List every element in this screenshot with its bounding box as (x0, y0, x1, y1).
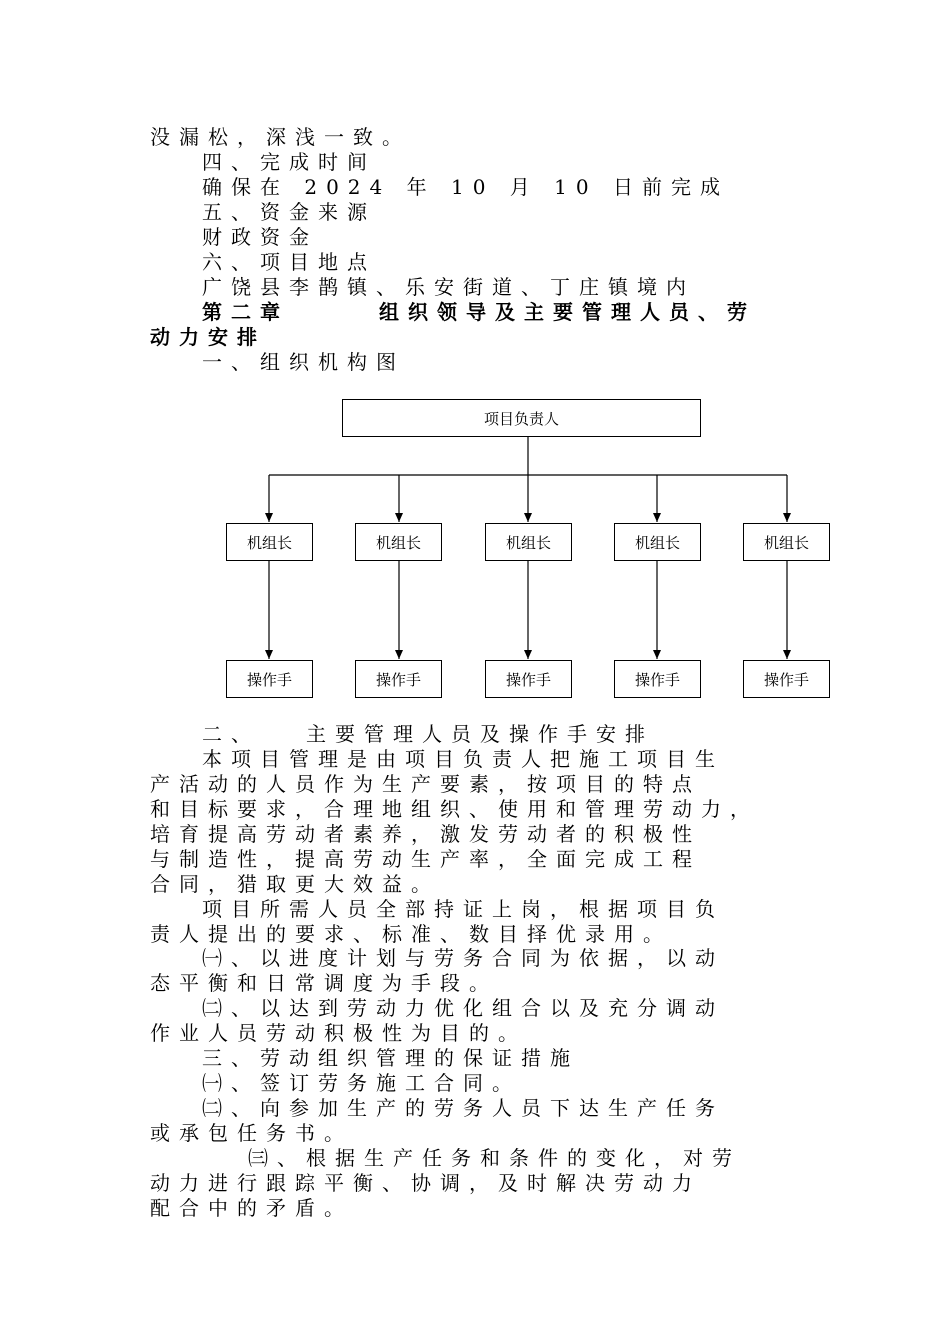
paragraph-line: 产活动的人员作为生产要素，按项目的特点 (150, 772, 701, 796)
operator-box: 操作手 (614, 660, 701, 698)
section-number: 二、 (202, 722, 260, 746)
operator-box: 操作手 (485, 660, 572, 698)
paragraph-line: 责人提出的要求、标准、数目择优录用。 (150, 922, 672, 946)
list-item-continued: 或承包任务书。 (150, 1121, 353, 1145)
operator-box: 操作手 (355, 660, 442, 698)
heading-funding-source: 五、资金来源 (202, 200, 376, 224)
paragraph-line: 合同，猎取更大效益。 (150, 872, 440, 896)
crew-leader-box: 机组长 (485, 523, 572, 561)
chapter-number: 第二章 (202, 300, 289, 324)
list-item: ㈠、签订劳务施工合同。 (202, 1071, 521, 1095)
list-item-continued: 动力进行跟踪平衡、协调，及时解决劳动力 (150, 1171, 701, 1195)
list-item: ㈢、根据生产任务和条件的变化，对劳 (248, 1146, 741, 1170)
chapter-title-continued: 动力安排 (150, 325, 266, 349)
crew-leader-box: 机组长 (743, 523, 830, 561)
crew-leader-box: 机组长 (614, 523, 701, 561)
text-line: 财政资金 (202, 225, 318, 249)
text-line: 确保在 2024 年 10 月 10 日前完成 (202, 175, 729, 199)
section-heading-guarantee: 三、劳动组织管理的保证措施 (202, 1046, 579, 1070)
chapter-heading (202, 300, 872, 325)
list-item: ㈡、向参加生产的劳务人员下达生产任务 (202, 1096, 724, 1120)
paragraph-line: 培育提高劳动者素养，激发劳动者的积极性 (150, 822, 701, 846)
paragraph-line: 与制造性，提高劳动生产率，全面完成工程 (150, 847, 701, 871)
heading-completion-time: 四、完成时间 (202, 150, 376, 174)
project-manager-box: 项目负责人 (342, 399, 701, 437)
section-heading-org-chart: 一、组织机构图 (202, 350, 405, 374)
paragraph-line: 态平衡和日常调度为手段。 (150, 971, 498, 995)
crew-leader-box: 机组长 (355, 523, 442, 561)
text-line: 广饶县李鹊镇、乐安街道、丁庄镇境内 (202, 275, 695, 299)
text-line: 没漏松，深浅一致。 (150, 125, 411, 149)
paragraph-line: 本项目管理是由项目负责人把施工项目生 (202, 747, 724, 771)
chapter-title: 组织领导及主要管理人员、劳 (379, 300, 756, 324)
paragraph-line: 项目所需人员全部持证上岗，根据项目负 (202, 897, 724, 921)
paragraph-line: ㈠、以进度计划与劳务合同为依据，以动 (202, 946, 724, 970)
paragraph-line: 和目标要求，合理地组织、使用和管理劳动力， (150, 797, 759, 821)
list-item-continued: 配合中的矛盾。 (150, 1196, 353, 1220)
operator-box: 操作手 (743, 660, 830, 698)
paragraph-line: ㈡、以达到劳动力优化组合以及充分调动 (202, 996, 724, 1020)
operator-box: 操作手 (226, 660, 313, 698)
paragraph-line: 作业人员劳动积极性为目的。 (150, 1021, 527, 1045)
crew-leader-box: 机组长 (226, 523, 313, 561)
section-title: 主要管理人员及操作手安排 (306, 722, 654, 746)
heading-project-location: 六、项目地点 (202, 250, 376, 274)
section-heading-personnel (202, 722, 872, 747)
